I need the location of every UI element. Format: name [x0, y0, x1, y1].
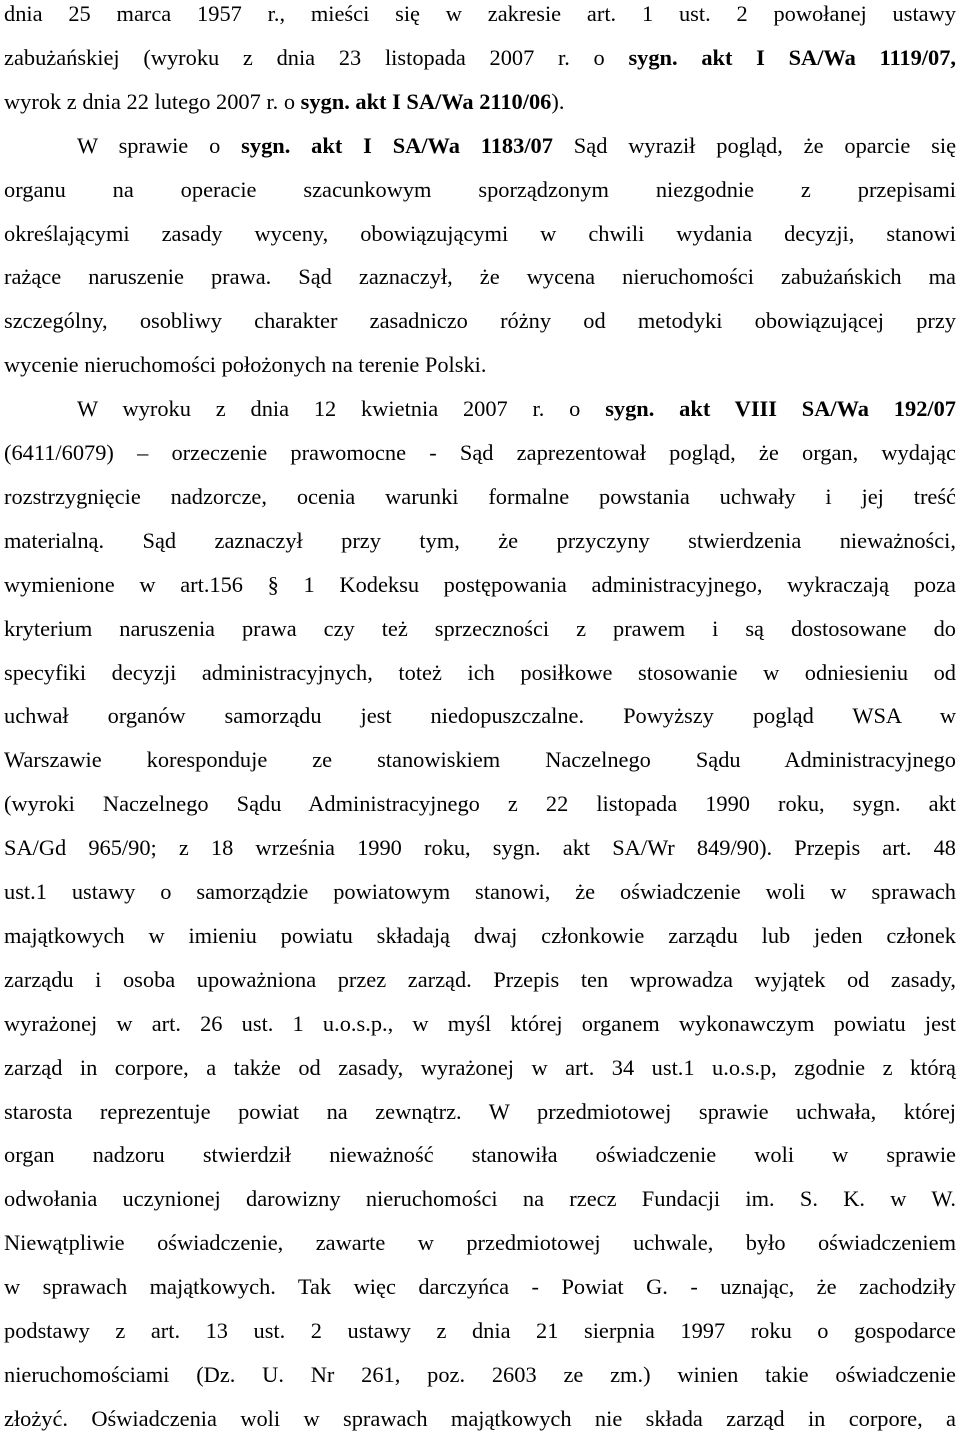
text-run: W sprawie o [77, 132, 242, 158]
text-run: wyrażonej w art. 26 ust. 1 u.o.s.p., w myśl której organem wykonawczym powiatu jest [4, 1010, 956, 1036]
text-run: w sprawach majątkowych. Tak więc darczyńca - Powiat G. - uznając, że zachodziły [4, 1274, 956, 1300]
text-run: ). [551, 88, 565, 114]
text-line [4, 1316, 956, 1346]
text-run: W wyroku z dnia 12 kwietnia 2007 r. o [77, 396, 606, 422]
text-run: specyfiki decyzji administracyjnych, toteż ich posiłkowe stosowanie w odniesieniu od [4, 659, 956, 685]
text-line [4, 482, 956, 512]
text-line [4, 745, 956, 775]
text-run: wyrok z dnia 22 lutego 2007 r. o [4, 88, 301, 114]
text-run: zabużańskiej (wyroku z dnia 23 listopada 2007 r. o [4, 44, 629, 70]
text-run: wycenie nieruchomości położonych na terenie Polski. [4, 352, 487, 378]
text-run: organ nadzoru stwierdził nieważność stanowiła oświadczenie woli w sprawie [4, 1142, 956, 1168]
text-run: dnia 25 marca 1957 r., mieści się w zakresie art. 1 ust. 2 powołanej ustawy [4, 1, 956, 26]
text-run: zarząd in corpore, a także od zasady, wyrażonej w art. 34 ust.1 u.o.s.p, zgodnie z którą [4, 1054, 956, 1080]
text-run: organu na operacie szacunkowym sporządzonym niezgodnie z przepisami [4, 176, 956, 202]
text-line [4, 1053, 956, 1083]
text-run: Sąd wyraził pogląd, że oparcie się [552, 132, 957, 158]
text-line [4, 0, 956, 29]
text-line [4, 1184, 956, 1214]
text-run: (wyroki Naczelnego Sądu Administracyjnego z 22 listopada 1990 roku, sygn. akt [4, 791, 956, 817]
text-run: złożyć. Oświadczenia woli w sprawach majątkowych nie składa zarząd in corpore, a [4, 1405, 956, 1431]
text-run: ust.1 ustawy o samorządzie powiatowym stanowi, że oświadczenie woli w sprawach [4, 879, 956, 904]
text-line [4, 1404, 956, 1432]
text-line [4, 789, 956, 819]
text-line [4, 262, 956, 292]
text-line [4, 87, 956, 117]
case-reference: sygn. akt I SA/Wa 1183/07 [241, 132, 553, 158]
text-run: zarządu i osoba upoważniona przez zarząd. Przepis ten wprowadza wyjątek od zasady, [4, 966, 956, 992]
text-line [4, 877, 956, 907]
text-run: kryterium naruszenia prawa czy też sprzeczności z prawem i są dostosowane do [4, 615, 956, 641]
text-run: wymienione w art.156 § 1 Kodeksu postępowania administracyjnego, wykraczają poza [4, 571, 956, 597]
case-reference: sygn. akt I SA/Wa 1119/07, [628, 44, 956, 70]
text-run: nieruchomościami (Dz. U. Nr 261, poz. 2603 ze zm.) winien takie oświadczenie [4, 1361, 956, 1387]
text-run: uchwał organów samorządu jest niedopuszczalne. Powyższy pogląd WSA w [4, 703, 956, 729]
text-line [4, 833, 956, 863]
text-line [4, 1272, 956, 1302]
text-run: szczególny, osobliwy charakter zasadniczo różny od metodyki obowiązującej przy [4, 308, 956, 334]
text-line [4, 350, 956, 380]
text-run: rozstrzygnięcie nadzorcze, ocenia warunki formalne powstania uchwały i jej treść [4, 483, 956, 509]
text-run: starosta reprezentuje powiat na zewnątrz. W przedmiotowej sprawie uchwała, której [4, 1098, 956, 1124]
text-line [4, 965, 956, 995]
text-line [4, 438, 956, 468]
text-line [4, 701, 956, 731]
text-run: Niewątpliwie oświadczenie, zawarte w przedmiotowej uchwale, było oświadczeniem [4, 1230, 956, 1256]
text-run: odwołania uczynionej darowizny nieruchomości na rzecz Fundacji im. S. K. w W. [4, 1186, 956, 1212]
text-run: (6411/6079) – orzeczenie prawomocne - Sąd zaprezentował pogląd, że organ, wydając [4, 440, 956, 465]
text-run: SA/Gd 965/90; z 18 września 1990 roku, sygn. akt SA/Wr 849/90). Przepis art. 48 [4, 835, 956, 861]
text-line [4, 1360, 956, 1390]
text-line [4, 921, 956, 951]
text-line [4, 306, 956, 336]
case-reference: sygn. akt VIII SA/Wa 192/07 [605, 396, 956, 422]
text-run: rażące naruszenie prawa. Sąd zaznaczył, że wycena nieruchomości zabużańskich ma [4, 264, 956, 290]
text-line [4, 175, 956, 205]
case-reference: sygn. akt I SA/Wa 2110/06 [300, 88, 552, 114]
text-run: Warszawie koresponduje ze stanowiskiem Naczelnego Sądu Administracyjnego [4, 747, 956, 773]
text-line [4, 1140, 956, 1170]
text-run: majątkowych w imieniu powiatu składają dwaj członkowie zarządu lub jeden członek [4, 922, 956, 948]
text-run: określającymi zasady wyceny, obowiązującymi w chwili wydania decyzji, stanowi [4, 220, 956, 246]
text-line [77, 394, 956, 424]
text-line [4, 570, 956, 600]
text-line [4, 1097, 956, 1127]
text-run: podstawy z art. 13 ust. 2 ustawy z dnia 21 sierpnia 1997 roku o gospodarce [4, 1318, 956, 1343]
text-line [4, 43, 956, 73]
text-line [77, 131, 956, 161]
text-line [4, 614, 956, 644]
text-line [4, 526, 956, 556]
text-run: materialną. Sąd zaznaczył przy tym, że przyczyny stwierdzenia nieważności, [4, 527, 956, 553]
text-line [4, 219, 956, 249]
text-line [4, 658, 956, 688]
text-line [4, 1009, 956, 1039]
text-line [4, 1228, 956, 1258]
